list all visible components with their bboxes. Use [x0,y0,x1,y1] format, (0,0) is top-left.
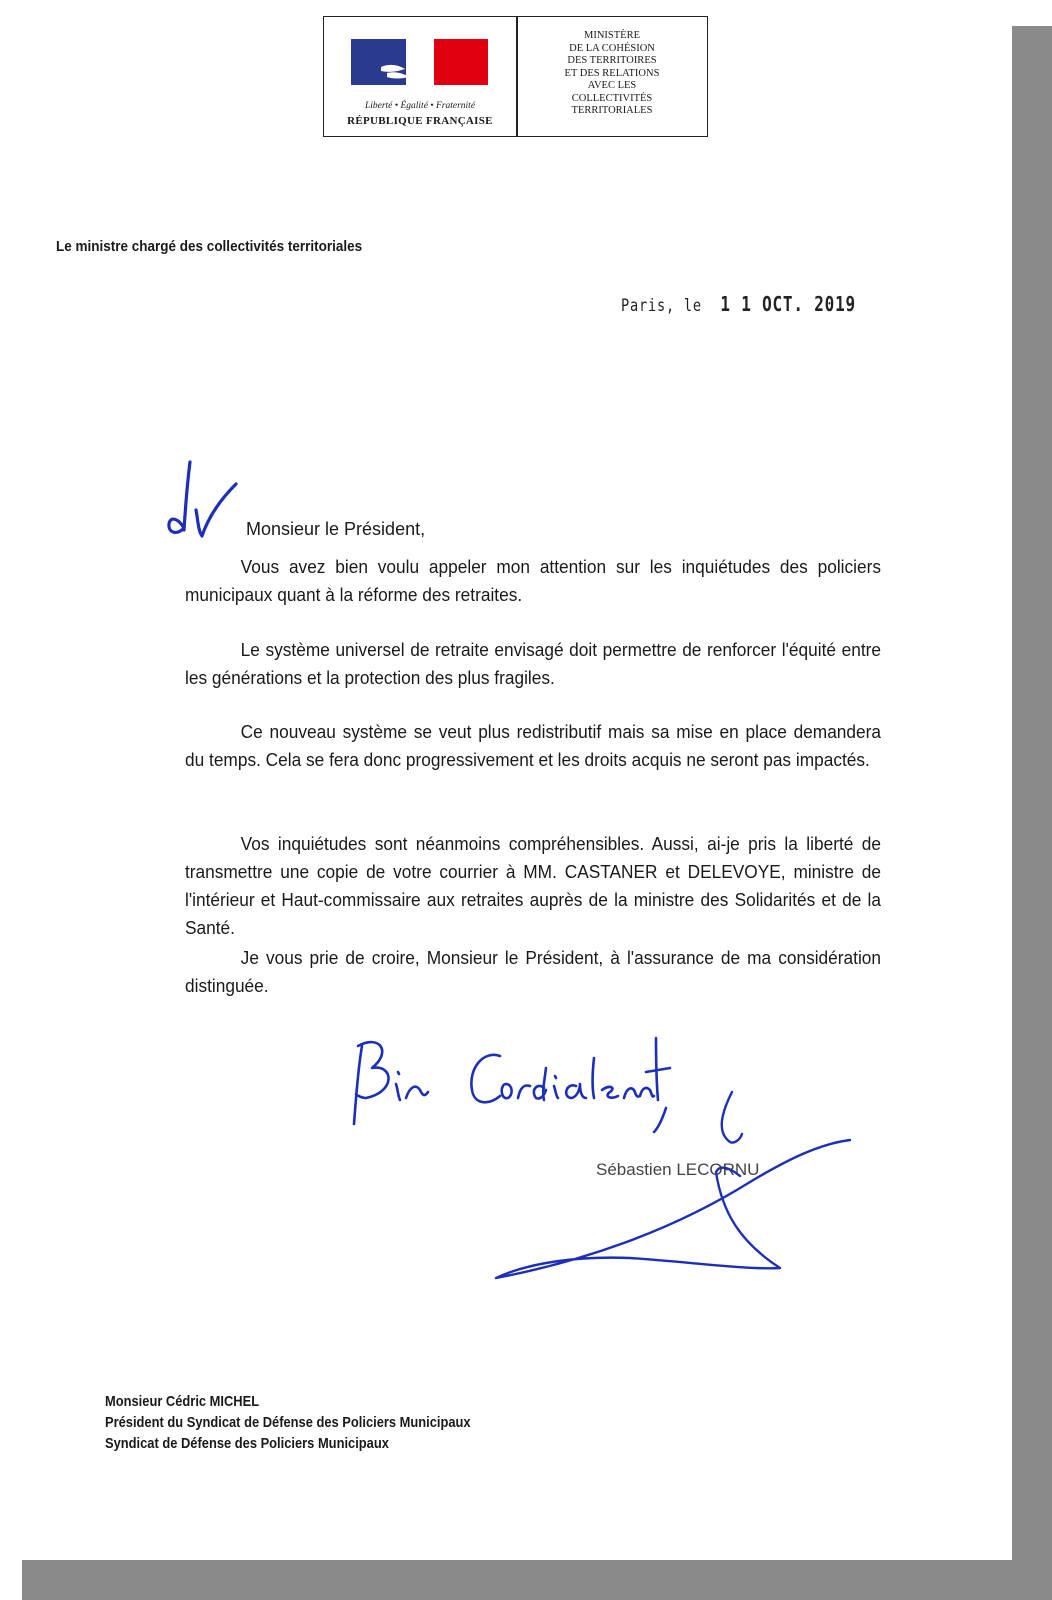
paragraph-text: Je vous prie de croire, Monsieur le Président, à l'assurance de ma considération distinguée. [185,948,881,996]
ministry-line: DE LA COHÉSION [569,42,655,54]
date-place: Paris, le [621,296,702,316]
recipient-organization: Syndicat de Défense des Policiers Municipaux [105,1435,389,1452]
ministry-line: COLLECTIVITÉS [571,92,653,104]
paragraph-text: Vous avez bien voulu appeler mon attention sur les inquiétudes des policiers municipaux quant à la réforme des retraites. [185,557,881,605]
republic-name: RÉPUBLIQUE FRANÇAISE [347,115,493,127]
ministry-line: AVEC LES [587,80,637,91]
ministry-line: TERRITORIALES [571,105,653,116]
ministry-line: MINISTÈRE [584,30,640,41]
ministry-line: DES TERRITOIRES [567,55,657,66]
recipient-address [105,1391,471,1454]
letterhead [323,16,708,137]
recipient-function: Président du Syndicat de Défense des Policiers Municipaux [105,1414,471,1431]
ministry-name [517,30,707,118]
paragraph-3 [185,718,881,774]
page-shadow-bottom [22,1560,1052,1600]
sender-title: Le ministre chargé des collectivités territoriales [56,238,363,255]
paragraph-text: Ce nouveau système se veut plus redistributif mais sa mise en place demandera du temps. Cela se fera donc progressivement et les droits acquis ne seront pas impactés. [185,722,881,770]
paragraph-4 [185,830,881,942]
paragraph-5 [185,944,881,1000]
handwritten-initials [166,458,246,540]
paragraph-2 [185,636,881,692]
salutation: Monsieur le Président, [246,519,426,539]
paragraph-text: Le système universel de retraite envisagé doit permettre de renforcer l'équité entre les générations et la protection des plus fragiles. [185,640,881,688]
ministry-line: ET DES RELATIONS [564,67,660,79]
paragraph-1 [185,553,881,609]
page-shadow-right [1012,26,1052,1600]
signatory-name: Sébastien LECORNU [596,1160,760,1179]
recipient-name: Monsieur Cédric MICHEL [105,1393,260,1410]
paragraph-text: Vos inquiétudes sont néanmoins compréhensibles. Aussi, ai-je pris la liberté de transmettre une copie de votre courrier à MM. CASTANER et DELEVOYE, ministre de l'intérieur et Haut-commissaire aux retraites auprès de la ministre des Solidarités et de la Santé. [185,834,881,938]
date-line [621,292,856,316]
republic-motto: Liberté • Égalité • Fraternité [364,101,476,111]
date-stamp: 1 1 OCT. 2019 [720,292,856,316]
marianne-logo [351,37,488,97]
handwritten-signature [490,1072,870,1312]
